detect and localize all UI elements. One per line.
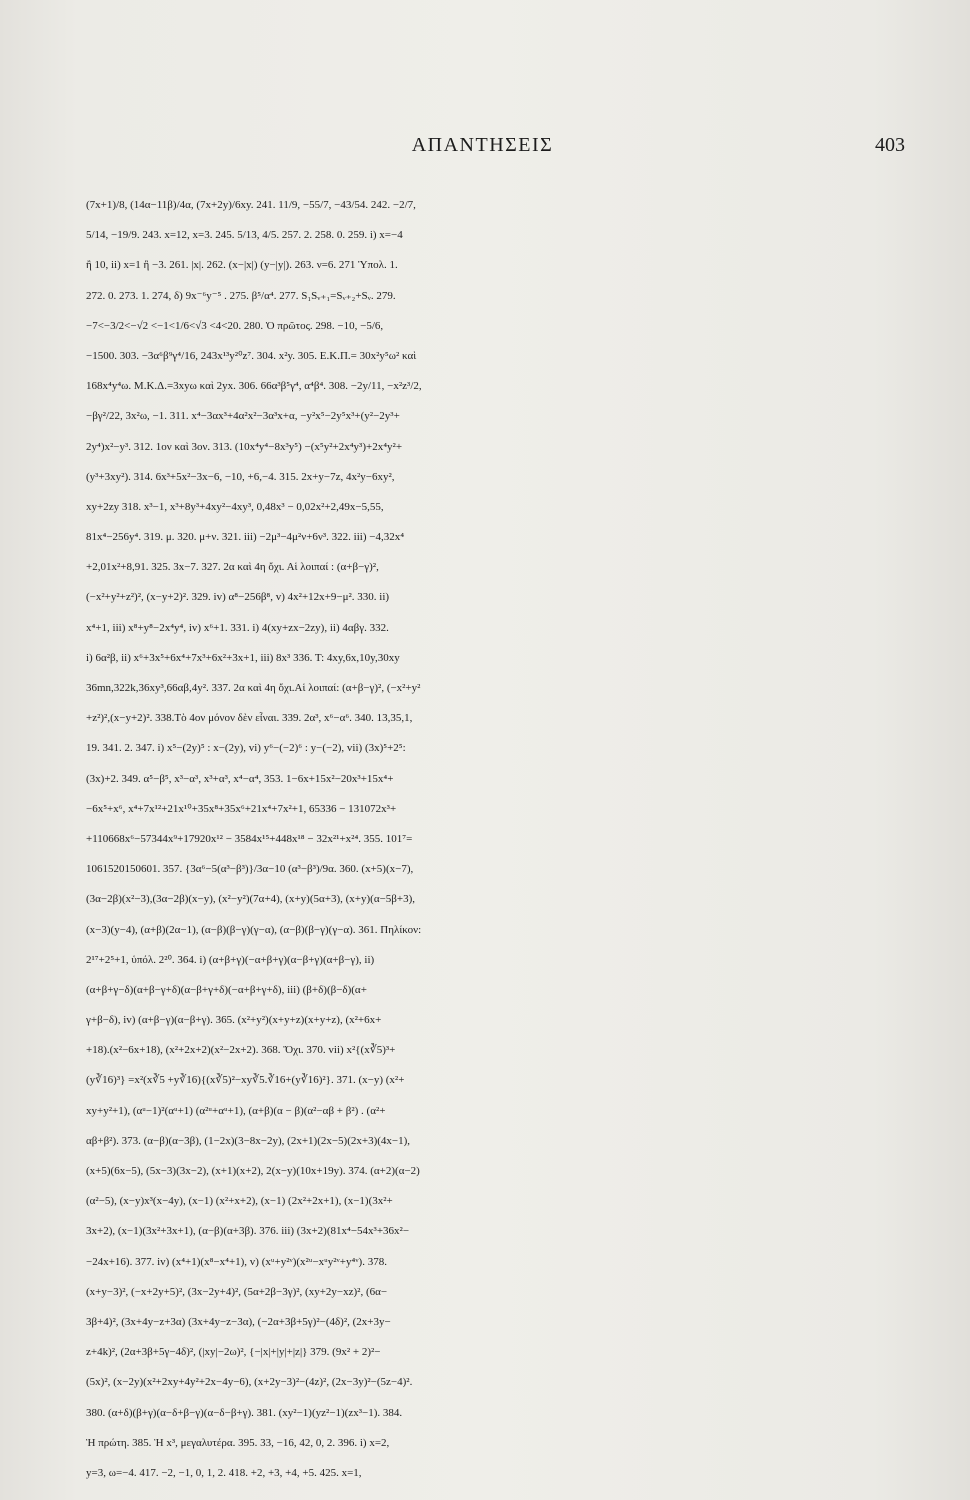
text-line: +z²)²,(x−y+2)². 338.Τὸ 4ον μόνον δὲν εἶναι. 339. 2α³, x⁶−α⁶. 340. 13,35,1,: [86, 712, 413, 725]
text-line: (x+5)(6x−5), (5x−3)(3x−2), (x+1)(x+2), 2(x−y)(10x+19y). 374. (α+2)(α−2): [86, 1165, 420, 1177]
text-line: 36mn,322k,36xy³,66αβ,4y². 337. 2α καὶ 4η ὄχι.Αἱ λοιπαί: (α+β−γ)², (−x²+y²: [86, 682, 421, 694]
text-line: −7<−3/2<−√2 <−1<1/6<√3 <4<20. 280. Ὁ πρῶτος. 298. −10, −5/6,: [86, 319, 384, 332]
text-line: (x−3)(y−4), (α+β)(2α−1), (α−β)(β−γ)(γ−α), (α−β)(β−γ)(γ−α). 361. Πηλίκον:: [86, 923, 422, 936]
text-line: 380. (α+δ)(β+γ)(α−δ+β−γ)(α−δ−β+γ). 381. (xy²−1)(yz²−1)(zx³−1). 384.: [86, 1406, 403, 1419]
text-line: i) 6α²β, ii) x⁶+3x⁵+6x⁴+7x³+6x²+3x+1, iii) 8x³ 336. T: 4xy,6x,10y,30xy: [86, 651, 400, 664]
text-line: 3x+2), (x−1)(3x²+3x+1), (α−β)(α+3β). 376. iii) (3x+2)(81x⁴−54x³+36x²−: [86, 1225, 410, 1238]
text-line: (3α−2β)(x²−3),(3α−2β)(x−y), (x²−y²)(7α+4), (x+y)(5α+3), (x+y)(α−5β+3),: [86, 893, 416, 906]
running-title: ΑΠΑΝΤΗΣΕΙΣ: [411, 134, 554, 156]
text-line: 1061520150601. 357. {3α⁶−5(α³−β³)}/3α−10 (α³−β³)/9α. 360. (x+5)(x−7),: [86, 863, 414, 876]
text-line: (x+y−3)², (−x+2y+5)², (3x−2y+4)², (5α+2β−3γ)², (xy+2y−xz)², (6α−: [86, 1285, 388, 1298]
text-line: −1500. 303. −3α⁶β⁹γ⁴/16, 243x¹³y²⁰z⁷. 304. x²y. 305. Ε.Κ.Π.= 30x²y⁵ω² καὶ: [86, 349, 417, 362]
text-line: 81x⁴−256y⁴. 319. μ. 320. μ+ν. 321. iii) −2μ³−4μ²ν+6ν³. 322. iii) −4,32x⁴: [86, 531, 405, 544]
text-line: (α²−5), (x−y)x³(x−4y), (x−1) (x²+x+2), (x−1) (2x²+2x+1), (x−1)(3x²+: [86, 1195, 393, 1208]
text-line: γ+β−δ), iv) (α+β−γ)(α−β+γ). 365. (x²+y²)(x+y+z)(x+y+z), (x²+6x+: [86, 1014, 382, 1027]
text-line: 19. 341. 2. 347. i) x⁵−(2y)⁵ : x−(2y), vi) y⁶−(−2)⁶ : y−(−2), vii) (3x)⁵+2⁵:: [86, 742, 406, 755]
text-line: xy+2zy 318. x³−1, x³+8y³+4xy²−4xy³, 0,48x³ − 0,02x²+2,49x−5,55,: [86, 500, 384, 513]
text-line: +110668x⁶−57344x⁹+17920x¹² − 3584x¹⁵+448x¹⁸ − 32x²¹+x²⁴. 355. 101⁷=: [86, 832, 413, 845]
text-line: αβ+β²). 373. (α−β)(α−3β), (1−2x)(3−8x−2y), (2x+1)(2x−5)(2x+3)(4x−1),: [86, 1134, 411, 1147]
text-line: (y∛16)³} =x²(x∛5 +y∛16){(x∛5)²−xy∛5.∛16+(y∛16)²}. 371. (x−y) (x²+: [86, 1074, 405, 1087]
text-line: y=3, ω=−4. 417. −2, −1, 0, 1, 2. 418. +2, +3, +4, +5. 425. x=1,: [86, 1466, 362, 1479]
text-line: 5/14, −19/9. 243. x=12, x=3. 245. 5/13, 4/5. 257. 2. 258. 0. 259. i) x=−4: [86, 229, 403, 242]
text-line: 2¹⁷+2⁵+1, ὑπόλ. 2²⁰. 364. i) (α+β+γ)(−α+β+γ)(α−β+γ)(α+β−γ), ii): [86, 953, 375, 966]
text-line: (y³+3xy²). 314. 6x³+5x²−3x−6, −10, +6,−4. 315. 2x+y−7z, 4x²y−6xy²,: [86, 470, 395, 483]
text-line: 2y⁴)x²−y³. 312. 1ον καὶ 3ον. 313. (10x⁴y⁴−8x³y⁵) −(x⁵y²+2x⁴y³)+2x⁴y²+: [86, 440, 403, 453]
text-line: (7x+1)/8, (14α−11β)/4α, (7x+2y)/6xy. 241. 11/9, −55/7, −43/54. 242. −2/7,: [86, 199, 416, 211]
text-line: +18).(x²−6x+18), (x²+2x+2)(x²−2x+2). 368. Ὄχι. 370. vii) x²{(x∛5)³+: [86, 1044, 396, 1057]
text-line: ἢ 10, ii) x=1 ἢ −3. 261. |x|. 262. (x−|x|) (y−|y|). 263. ν=6. 271 Ὑπολ. 1.: [86, 259, 398, 272]
text-line: −βγ²/22, 3x²ω, −1. 311. x⁴−3αx³+4α²x²−3α³x+α, −y²x⁵−2y⁵x³+(y²−2y³+: [86, 410, 400, 423]
text-line: (5x)², (x−2y)(x²+2xy+4y²+2x−4y−6), (x+2y−3)²−(4z)², (2x−3y)²−(5z−4)².: [86, 1376, 413, 1389]
text-line: +2,01x²+8,91. 325. 3x−7. 327. 2α καὶ 4η ὄχι. Αἱ λοιπαί : (α+β−γ)²,: [86, 561, 379, 574]
answers-text: [86, 190, 906, 1495]
text-line: xy+y²+1), (αᵘ−1)²(αᵘ+1) (α²ᵘ+αᵘ+1), (α+β)(α − β)(α²−αβ + β²) . (α²+: [86, 1104, 386, 1117]
text-line: (α+β+γ−δ)(α+β−γ+δ)(α−β+γ+δ)(−α+β+γ+δ), iii) (β+δ)(β−δ)(α+: [86, 983, 367, 996]
text-line: −24x+16). 377. iv) (x⁴+1)(x⁸−x⁴+1), v) (xᵘ+y²ᵛ)(x²ᵘ−xᵘy²ᵛ+y⁴ᵛ). 378.: [86, 1255, 387, 1268]
text-line: (3x)+2. 349. α⁵−β⁵, x³−α³, x³+α³, x⁴−α⁴, 353. 1−6x+15x²−20x³+15x⁴+: [86, 772, 394, 785]
text-line: 272. 0. 273. 1. 274, δ) 9x⁻⁶y⁻⁵ . 275. β⁵/α⁴. 277. S₁Sᵥ₊₁=Sᵥ₊₂+Sᵥ. 279.: [86, 289, 396, 302]
page-header: [60, 134, 905, 164]
text-line: z+4k)², (2α+3β+5γ−4δ)², (|xy|−2ω)², {−|x|+|y|+|z|} 379. (9x² + 2)²−: [86, 1346, 381, 1359]
text-line: (−x²+y²+z²)², (x−y+2)². 329. iv) α⁸−256β⁸, v) 4x²+12x+9−μ². 330. ii): [86, 591, 390, 604]
text-line: −6x⁵+x⁶, x⁴+7x¹²+21x¹⁰+35x⁸+35x⁶+21x⁴+7x²+1, 65336 − 131072x³+: [86, 802, 397, 815]
text-line: 168x⁴y⁴ω. Μ.Κ.Δ.=3xyω καὶ 2yx. 306. 66α³β⁵γ⁴, α⁴β⁴. 308. −2y/11, −x²z³/2,: [86, 380, 422, 393]
page-number: 403: [875, 134, 905, 156]
text-line: Ἡ πρώτη. 385. Ἡ x³, μεγαλυτέρα. 395. 33, −16, 42, 0, 2. 396. i) x=2,: [86, 1436, 390, 1449]
text-line: 3β+4)², (3x+4y−z+3α) (3x+4y−z−3α), (−2α+3β+5γ)²−(4δ)², (2x+3y−: [86, 1315, 391, 1328]
text-line: x⁴+1, iii) x⁸+y⁸−2x⁴y⁴, iv) x⁶+1. 331. i) 4(xy+zx−2zy), ii) 4αβγ. 332.: [86, 621, 389, 634]
